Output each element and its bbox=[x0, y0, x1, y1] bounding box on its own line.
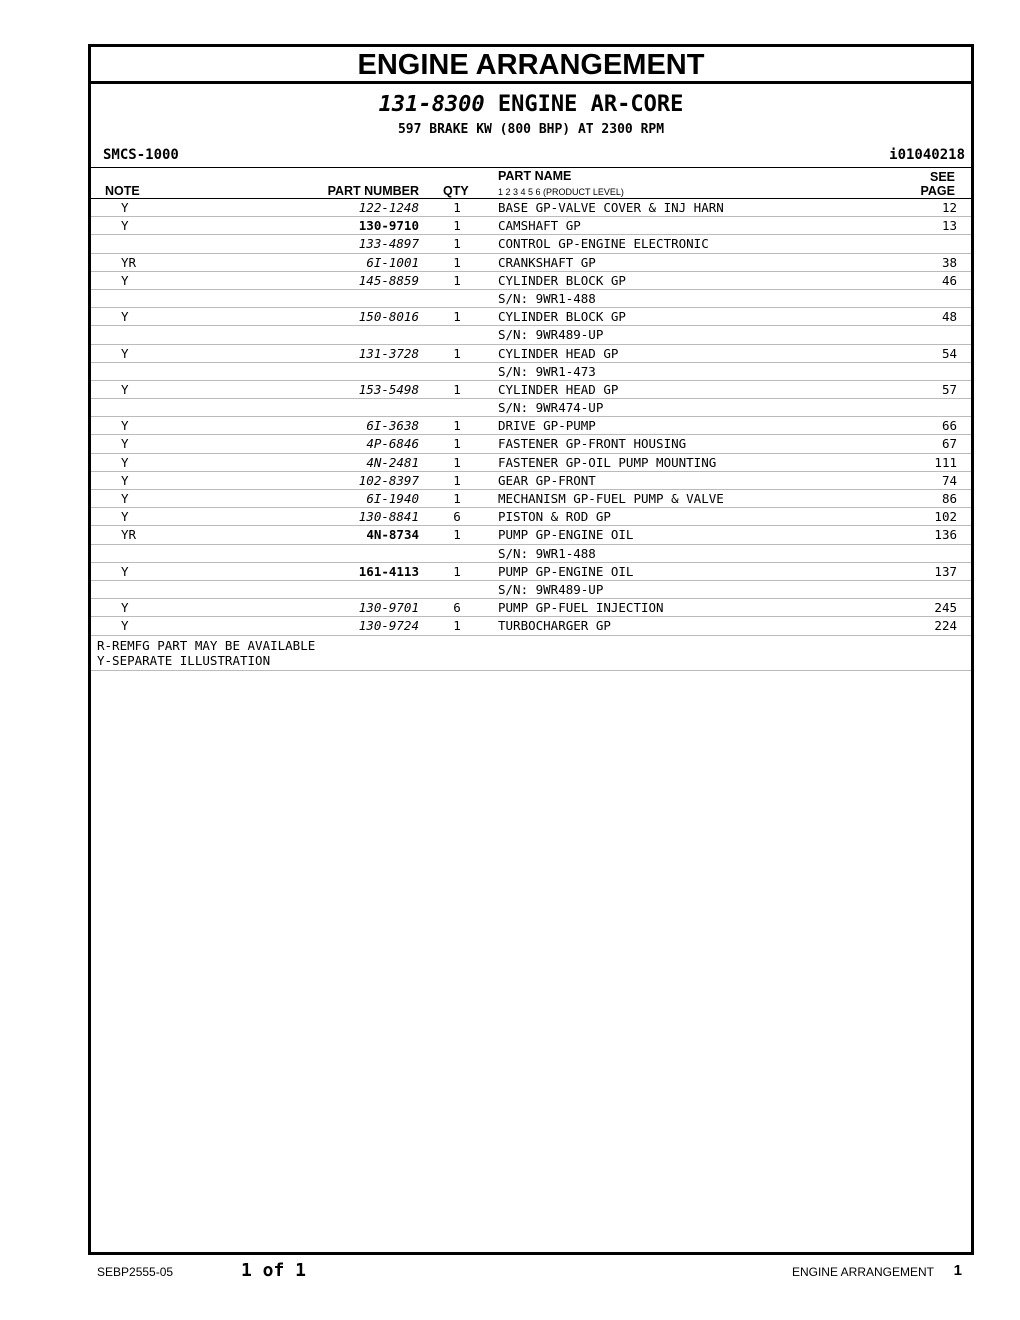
table-row bbox=[91, 399, 971, 417]
row-see-page: 54 bbox=[941, 345, 957, 361]
smcs-code: SMCS-1000 bbox=[103, 147, 179, 163]
row-part-number: 4N-2481 bbox=[366, 454, 419, 470]
row-part-name: CYLINDER BLOCK GP bbox=[498, 309, 626, 325]
row-part-name: DRIVE GP-PUMP bbox=[498, 418, 596, 434]
row-part-number: 6I-1940 bbox=[366, 491, 419, 506]
page-frame bbox=[88, 44, 974, 1255]
row-qty: 1 bbox=[453, 236, 461, 252]
row-see-page: 86 bbox=[941, 491, 957, 506]
row-see-page: 48 bbox=[941, 309, 957, 325]
row-note: Y bbox=[121, 600, 129, 616]
row-see-page: 224 bbox=[934, 618, 957, 634]
row-part-name: S/N: 9WR1-488 bbox=[498, 545, 596, 561]
row-see-page: 46 bbox=[941, 272, 957, 288]
row-qty: 1 bbox=[453, 491, 461, 506]
table-row bbox=[91, 363, 971, 381]
table-row bbox=[91, 272, 971, 290]
assembly-heading bbox=[91, 92, 971, 118]
row-qty: 1 bbox=[453, 381, 461, 397]
row-part-name: CYLINDER HEAD GP bbox=[498, 345, 619, 361]
row-part-number: 102-8397 bbox=[358, 472, 419, 488]
row-part-number: 130-8841 bbox=[358, 509, 419, 525]
table-row bbox=[91, 217, 971, 235]
table-row bbox=[91, 508, 971, 526]
row-part-name: GEAR GP-FRONT bbox=[498, 472, 596, 488]
col-page: PAGE bbox=[920, 184, 955, 198]
row-part-name: CAMSHAFT GP bbox=[498, 218, 581, 234]
table-row bbox=[91, 599, 971, 617]
row-qty: 6 bbox=[453, 600, 461, 616]
footnote-y: Y-SEPARATE ILLUSTRATION bbox=[97, 652, 271, 668]
parts-table-body bbox=[91, 199, 971, 636]
doc-id: SEBP2555-05 bbox=[97, 1265, 174, 1279]
row-part-number: 150-8016 bbox=[358, 309, 419, 325]
table-row bbox=[91, 617, 971, 635]
table-row bbox=[91, 581, 971, 599]
engine-rating: 597 BRAKE KW (800 BHP) AT 2300 RPM bbox=[397, 122, 665, 137]
row-part-number: 131-3728 bbox=[358, 345, 419, 361]
row-part-number: 130-9724 bbox=[358, 618, 419, 634]
assembly-part-number: 131-8300 bbox=[378, 92, 485, 117]
row-see-page: 111 bbox=[934, 454, 957, 470]
col-part-number: PART NUMBER bbox=[327, 184, 419, 198]
row-note: Y bbox=[121, 436, 129, 452]
row-see-page: 136 bbox=[934, 527, 957, 543]
row-note: YR bbox=[121, 254, 137, 270]
row-part-name: PUMP GP-ENGINE OIL bbox=[498, 527, 634, 543]
row-part-name: PUMP GP-ENGINE OIL bbox=[498, 563, 634, 579]
table-row bbox=[91, 490, 971, 508]
table-row bbox=[91, 526, 971, 544]
row-see-page: 137 bbox=[934, 563, 957, 579]
row-qty: 1 bbox=[453, 272, 461, 288]
row-note: Y bbox=[121, 218, 129, 234]
table-row bbox=[91, 545, 971, 563]
table-row bbox=[91, 290, 971, 308]
row-qty: 1 bbox=[453, 200, 461, 215]
illustration-id: i01040218 bbox=[889, 147, 965, 163]
row-see-page: 13 bbox=[941, 218, 957, 234]
row-qty: 1 bbox=[453, 527, 461, 543]
table-row bbox=[91, 254, 971, 272]
row-qty: 1 bbox=[453, 472, 461, 488]
col-part-name: PART NAME bbox=[498, 169, 572, 183]
row-note: Y bbox=[121, 618, 129, 634]
row-part-number: 145-8859 bbox=[358, 272, 419, 288]
col-see: SEE bbox=[929, 170, 955, 184]
table-row bbox=[91, 435, 971, 453]
footer-section: ENGINE ARRANGEMENT bbox=[791, 1265, 934, 1279]
table-row bbox=[91, 308, 971, 326]
page-footer bbox=[0, 1260, 1020, 1284]
row-part-name: CYLINDER BLOCK GP bbox=[498, 272, 626, 288]
col-product-levels: 1 2 3 4 5 6 (PRODUCT LEVEL) bbox=[498, 187, 624, 197]
row-see-page: 57 bbox=[941, 381, 957, 397]
row-part-number: 4N-8734 bbox=[366, 527, 419, 543]
row-note: Y bbox=[121, 472, 129, 488]
row-part-name: S/N: 9WR489-UP bbox=[498, 327, 604, 343]
row-note: Y bbox=[121, 491, 129, 506]
row-part-number: 153-5498 bbox=[358, 381, 419, 397]
row-see-page: 12 bbox=[941, 200, 957, 215]
row-see-page: 67 bbox=[941, 436, 957, 452]
row-part-name: PISTON & ROD GP bbox=[498, 509, 611, 525]
row-part-number: 6I-3638 bbox=[366, 418, 419, 434]
row-note: Y bbox=[121, 381, 129, 397]
row-part-number: 122-1248 bbox=[358, 200, 419, 215]
row-part-name: S/N: 9WR1-473 bbox=[498, 363, 596, 379]
row-note: Y bbox=[121, 200, 129, 215]
table-row bbox=[91, 345, 971, 363]
table-row bbox=[91, 454, 971, 472]
row-note: Y bbox=[121, 509, 129, 525]
row-part-name: PUMP GP-FUEL INJECTION bbox=[498, 600, 664, 616]
row-note: Y bbox=[121, 563, 129, 579]
row-note: YR bbox=[121, 527, 137, 543]
row-qty: 1 bbox=[453, 309, 461, 325]
row-note: Y bbox=[121, 454, 129, 470]
col-qty: QTY bbox=[443, 184, 469, 198]
footer-page-number: 1 bbox=[953, 1262, 962, 1279]
row-part-number: 130-9701 bbox=[358, 600, 419, 616]
row-part-number: 4P-6846 bbox=[366, 436, 419, 452]
table-row bbox=[91, 235, 971, 253]
row-qty: 1 bbox=[453, 254, 461, 270]
row-qty: 1 bbox=[453, 418, 461, 434]
row-qty: 1 bbox=[453, 563, 461, 579]
row-note: Y bbox=[121, 272, 129, 288]
row-qty: 6 bbox=[453, 509, 461, 525]
row-part-name: MECHANISM GP-FUEL PUMP & VALVE bbox=[498, 491, 724, 506]
footnotes bbox=[91, 636, 971, 671]
row-part-number: 133-4897 bbox=[358, 236, 419, 252]
row-part-number: 161-4113 bbox=[358, 563, 419, 579]
table-row bbox=[91, 381, 971, 399]
row-part-number: 130-9710 bbox=[358, 218, 419, 234]
assembly-part-name: ENGINE AR-CORE bbox=[497, 92, 684, 117]
col-note: NOTE bbox=[105, 184, 140, 198]
row-qty: 1 bbox=[453, 454, 461, 470]
row-qty: 1 bbox=[453, 618, 461, 634]
row-part-name: CRANKSHAFT GP bbox=[498, 254, 596, 270]
table-row bbox=[91, 199, 971, 217]
row-part-name: CONTROL GP-ENGINE ELECTRONIC bbox=[498, 236, 709, 252]
row-part-name: S/N: 9WR1-488 bbox=[498, 290, 596, 306]
row-part-name: S/N: 9WR489-UP bbox=[498, 581, 604, 597]
row-part-name: TURBOCHARGER GP bbox=[498, 618, 611, 634]
row-note: Y bbox=[121, 418, 129, 434]
row-part-name: S/N: 9WR474-UP bbox=[498, 400, 604, 416]
page-of: 1 of 1 bbox=[241, 1260, 307, 1281]
row-part-name: CYLINDER HEAD GP bbox=[498, 381, 619, 397]
row-part-name: BASE GP-VALVE COVER & INJ HARN bbox=[498, 200, 724, 215]
table-row bbox=[91, 472, 971, 490]
table-row bbox=[91, 326, 971, 344]
footnote-r: R-REMFG PART MAY BE AVAILABLE bbox=[97, 637, 316, 653]
row-qty: 1 bbox=[453, 436, 461, 452]
table-header bbox=[91, 168, 971, 199]
row-part-name: FASTENER GP-OIL PUMP MOUNTING bbox=[498, 454, 717, 470]
table-row bbox=[91, 417, 971, 435]
table-row bbox=[91, 563, 971, 581]
smcs-row bbox=[91, 145, 971, 168]
row-see-page: 38 bbox=[941, 254, 957, 270]
row-note: Y bbox=[121, 309, 129, 325]
row-qty: 1 bbox=[453, 218, 461, 234]
page-title: ENGINE ARRANGEMENT bbox=[91, 47, 971, 84]
row-qty: 1 bbox=[453, 345, 461, 361]
row-part-name: FASTENER GP-FRONT HOUSING bbox=[498, 436, 687, 452]
row-see-page: 66 bbox=[941, 418, 957, 434]
row-see-page: 74 bbox=[941, 472, 957, 488]
row-note: Y bbox=[121, 345, 129, 361]
row-see-page: 102 bbox=[934, 509, 957, 525]
row-part-number: 6I-1001 bbox=[366, 254, 419, 270]
row-see-page: 245 bbox=[934, 600, 957, 616]
